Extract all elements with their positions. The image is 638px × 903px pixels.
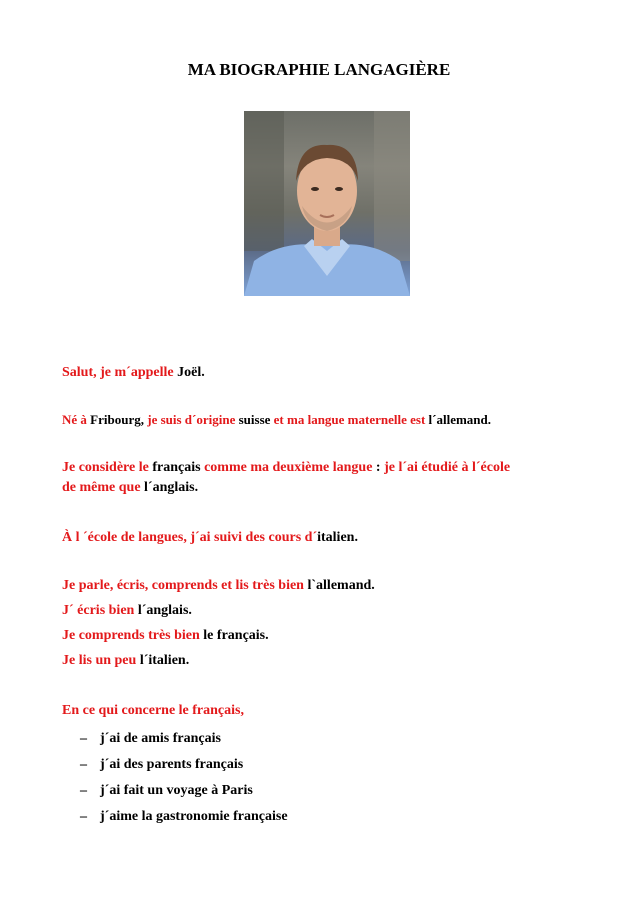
french-reasons-list (80, 726, 288, 830)
language-school-line (62, 528, 358, 548)
text-red: À l ´école de langues, j´ai suivi des cours d´ (62, 530, 318, 545)
list-item (80, 804, 288, 830)
page-title: MA BIOGRAPHIE LANGAGIÈRE (187, 60, 451, 79)
text-black: l´anglais. (137, 603, 192, 618)
text-red: et ma langue maternelle est (273, 412, 429, 427)
text-black: Joël. (177, 365, 205, 380)
text-red: En ce qui concerne le français, (62, 703, 244, 718)
list-item-text: j´ai fait un voyage à Paris (100, 783, 253, 798)
text-red: Salut, je m´appelle (62, 365, 178, 380)
text-red: Né à (62, 412, 91, 427)
text-black: : (375, 460, 385, 475)
origin-line (62, 410, 491, 430)
skill-line-french (62, 626, 269, 646)
text-black: français (152, 460, 205, 475)
list-item-text: j´aime la gastronomie française (100, 809, 288, 824)
text-red: de même que (62, 480, 145, 495)
text-red: Je comprends très bien (62, 628, 204, 643)
list-item (80, 778, 288, 804)
bullet-dash: – (80, 783, 87, 798)
bullet-dash: – (80, 757, 87, 772)
text-red: comme ma deuxième langue (204, 460, 376, 475)
text-black: l`allemand. (307, 578, 375, 593)
portrait-icon (244, 111, 410, 296)
text-black: l´anglais. (144, 480, 199, 495)
skill-line-english (62, 601, 192, 621)
skill-line-german (62, 576, 375, 596)
text-red: Je parle, écris, comprends et lis très bien (62, 578, 308, 593)
text-black: suisse (238, 412, 274, 427)
text-red: Je lis un peu (62, 653, 140, 668)
text-black: Fribourg, (90, 412, 148, 427)
second-language-line (62, 458, 510, 478)
text-black: l´allemand. (428, 412, 492, 427)
greeting-line (62, 363, 205, 383)
text-red: J´ écris bien (62, 603, 138, 618)
text-black: italien. (317, 530, 358, 545)
portrait-photo (244, 111, 410, 296)
skill-line-italian (62, 651, 189, 671)
list-item (80, 752, 288, 778)
french-intro-line (62, 701, 244, 721)
list-item-text: j´ai des parents français (100, 757, 244, 772)
text-black: l´italien. (139, 653, 190, 668)
bullet-dash: – (80, 731, 87, 746)
text-red: je l´ai étudié à l´école (384, 460, 511, 475)
text-black: le français. (203, 628, 269, 643)
second-language-line-2 (62, 478, 198, 498)
list-item (80, 726, 288, 752)
text-red: Je considère le (62, 460, 153, 475)
list-item-text: j´ai de amis français (100, 731, 221, 746)
bullet-dash: – (80, 809, 87, 824)
text-red: je suis d´origine (147, 412, 239, 427)
